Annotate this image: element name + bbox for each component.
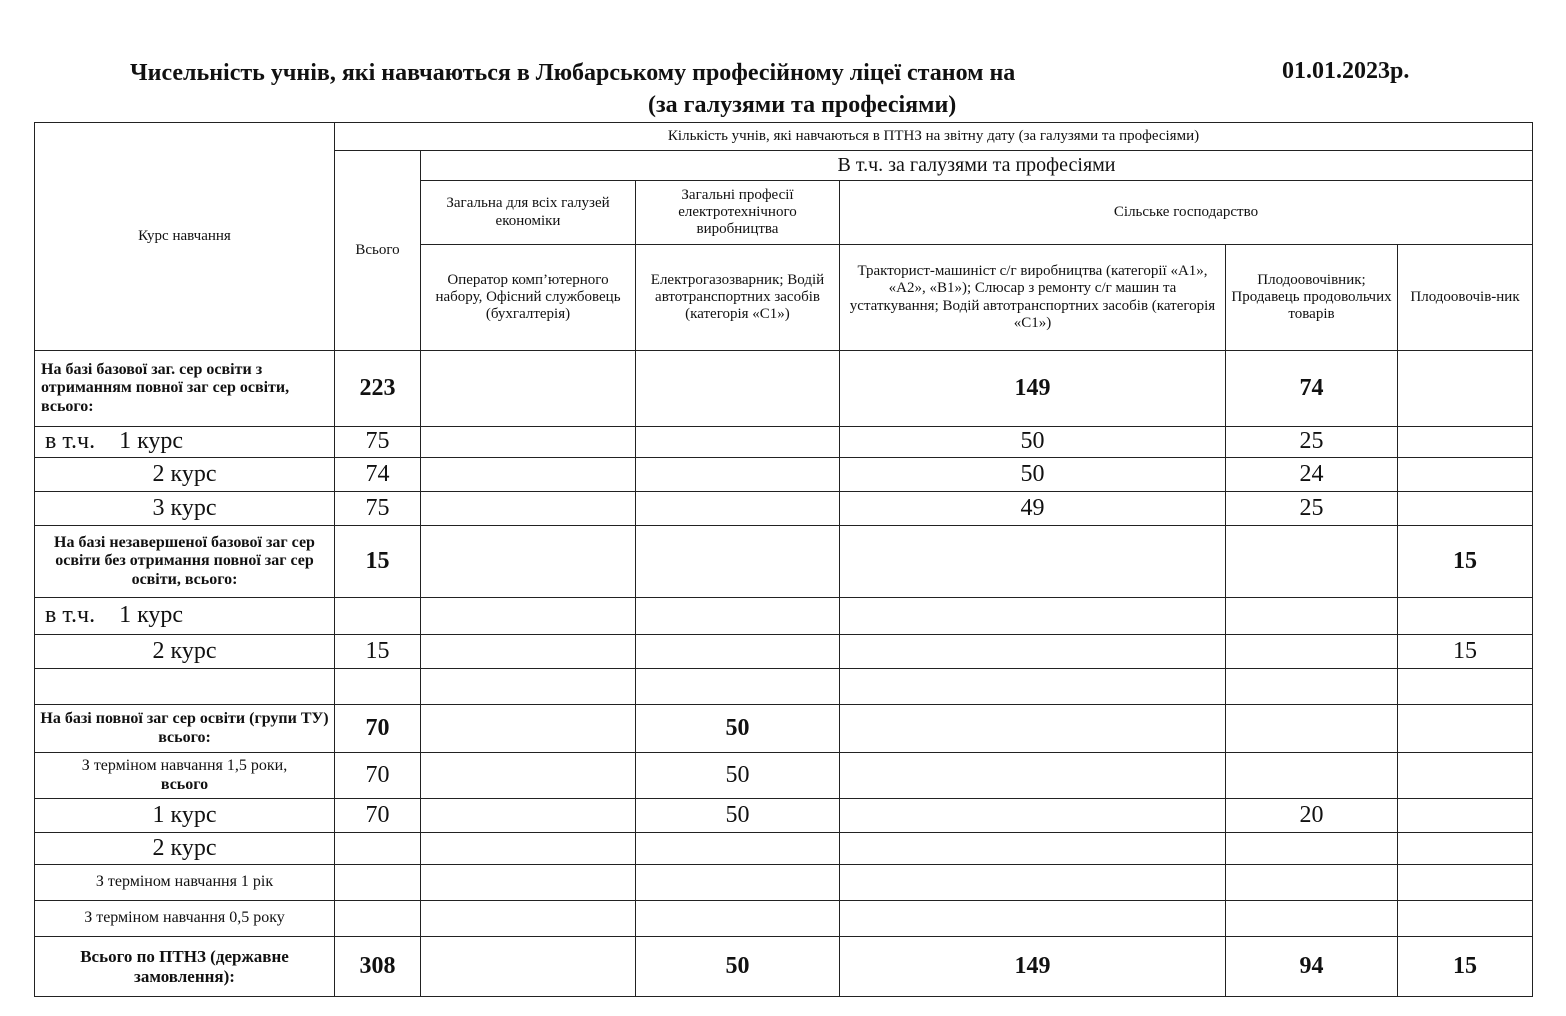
cell-operator: [421, 753, 636, 799]
cell-fruit-seller: 20: [1226, 799, 1398, 833]
header-prof-fruit-seller: Плодоовочівник; Продавець продовольчих товарів: [1226, 245, 1398, 351]
cell-tractor: 149: [840, 937, 1226, 997]
header-top-span: Кількість учнів, які навчаються в ПТНЗ на звітну дату (за галузями та професіями): [335, 123, 1533, 151]
document-title: [0, 56, 1566, 126]
cell-tractor: [840, 669, 1226, 705]
row-label: 2 курс: [35, 833, 335, 865]
cell-total: 223: [335, 351, 421, 427]
cell-welder: [636, 351, 840, 427]
cell-fruit: [1398, 458, 1533, 492]
table-row: [35, 669, 1533, 705]
cell-fruit: [1398, 492, 1533, 526]
table-row: [35, 458, 1533, 492]
students-table: [34, 122, 1533, 997]
cell-fruit: [1398, 833, 1533, 865]
cell-operator: [421, 901, 636, 937]
cell-total: 15: [335, 526, 421, 598]
header-prof-tractor: Тракторист-машиніст с/г виробництва (категорії «А1», «А2», «В1»); Слюсар з ремонту с/г машин та устаткування; Водій автотранспортних засобів (категорія «С1»): [840, 245, 1226, 351]
cell-total: [335, 865, 421, 901]
cell-fruit: [1398, 427, 1533, 458]
table-row: [35, 635, 1533, 669]
header-prof-operator: Оператор комп’ютерного набору, Офісний службовець (бухгалтерія): [421, 245, 636, 351]
header-prof-fruit: Плодоовочів-ник: [1398, 245, 1533, 351]
title-date: 01.01.2023р.: [1282, 58, 1410, 84]
row-label: На базі повної заг сер освіти (групи ТУ) всього:: [35, 705, 335, 753]
cell-total: 308: [335, 937, 421, 997]
cell-fruit-seller: [1226, 705, 1398, 753]
cell-tractor: [840, 705, 1226, 753]
cell-fruit: [1398, 865, 1533, 901]
table-row: [35, 937, 1533, 997]
header-sub-span: В т.ч. за галузями та професіями: [421, 151, 1533, 181]
cell-operator: [421, 635, 636, 669]
row-label: Всього по ПТНЗ (державне замовлення):: [35, 937, 335, 997]
cell-tractor: 50: [840, 427, 1226, 458]
cell-tractor: [840, 526, 1226, 598]
cell-total: 70: [335, 753, 421, 799]
table-row: [35, 427, 1533, 458]
cell-welder: [636, 833, 840, 865]
row-label: На базі незавершеної базової заг сер освіти без отримання повної заг сер освіти, всього:: [35, 526, 335, 598]
cell-fruit: 15: [1398, 937, 1533, 997]
row-label: [35, 669, 335, 705]
row-label-line-2: всього: [160, 775, 209, 793]
cell-fruit-seller: [1226, 669, 1398, 705]
cell-welder: [636, 865, 840, 901]
title-line-2: (за галузями та професіями): [648, 92, 957, 118]
cell-welder: 50: [636, 705, 840, 753]
cell-fruit: 15: [1398, 526, 1533, 598]
cell-fruit-seller: [1226, 865, 1398, 901]
cell-welder: [636, 635, 840, 669]
cell-fruit-seller: [1226, 833, 1398, 865]
cell-total: [335, 901, 421, 937]
row-label: в т.ч. 1 курс: [35, 427, 335, 458]
cell-operator: [421, 458, 636, 492]
table-row: [35, 351, 1533, 427]
row-label: 2 курс: [35, 458, 335, 492]
cell-operator: [421, 598, 636, 635]
cell-operator: [421, 427, 636, 458]
cell-tractor: [840, 865, 1226, 901]
cell-total: [335, 833, 421, 865]
row-label: 1 курс: [35, 799, 335, 833]
header-branch-general: Загальна для всіх галузей економіки: [421, 181, 636, 245]
table-row: [35, 901, 1533, 937]
header-branch-electro: Загальні професії електротехнічного виробництва: [636, 181, 840, 245]
table-row: [35, 833, 1533, 865]
cell-welder: [636, 427, 840, 458]
cell-total: 75: [335, 427, 421, 458]
cell-operator: [421, 833, 636, 865]
cell-fruit: 15: [1398, 635, 1533, 669]
cell-fruit-seller: 94: [1226, 937, 1398, 997]
cell-fruit-seller: 74: [1226, 351, 1398, 427]
cell-fruit: [1398, 799, 1533, 833]
cell-operator: [421, 865, 636, 901]
cell-tractor: [840, 598, 1226, 635]
row-label: 2 курс: [35, 635, 335, 669]
cell-tractor: [840, 901, 1226, 937]
cell-total: [335, 598, 421, 635]
cell-fruit: [1398, 598, 1533, 635]
cell-welder: [636, 526, 840, 598]
table-row: [35, 492, 1533, 526]
table-row: [35, 799, 1533, 833]
cell-total: 75: [335, 492, 421, 526]
cell-welder: [636, 492, 840, 526]
table-row: [35, 705, 1533, 753]
cell-tractor: [840, 799, 1226, 833]
table-row: [35, 753, 1533, 799]
cell-fruit-seller: 25: [1226, 492, 1398, 526]
title-line-1: Чисельність учнів, які навчаються в Любарському професійному ліцеї станом на: [130, 60, 1016, 86]
cell-operator: [421, 351, 636, 427]
row-label: На базі базової заг. сер освіти з отриманням повної заг сер освіти, всього:: [35, 351, 335, 427]
row-label-line-1: З терміном навчання 1,5 роки,: [81, 757, 288, 775]
cell-fruit: [1398, 669, 1533, 705]
cell-tractor: [840, 753, 1226, 799]
cell-fruit: [1398, 705, 1533, 753]
cell-fruit-seller: [1226, 526, 1398, 598]
cell-total: 15: [335, 635, 421, 669]
cell-fruit-seller: [1226, 635, 1398, 669]
cell-operator: [421, 669, 636, 705]
cell-fruit-seller: 25: [1226, 427, 1398, 458]
cell-fruit: [1398, 753, 1533, 799]
cell-total: 74: [335, 458, 421, 492]
cell-operator: [421, 937, 636, 997]
cell-welder: [636, 598, 840, 635]
table-row: [35, 526, 1533, 598]
cell-welder: [636, 458, 840, 492]
cell-total: 70: [335, 799, 421, 833]
row-label: 3 курс: [35, 492, 335, 526]
cell-tractor: 149: [840, 351, 1226, 427]
header-total: Всього: [335, 151, 421, 351]
cell-welder: 50: [636, 753, 840, 799]
header-branch-agri: Сільське господарство: [840, 181, 1533, 245]
header-prof-welder: Електрогазозварник; Водій автотранспортних засобів (категорія «С1»): [636, 245, 840, 351]
cell-fruit-seller: [1226, 901, 1398, 937]
cell-total: 70: [335, 705, 421, 753]
cell-operator: [421, 526, 636, 598]
cell-welder: [636, 901, 840, 937]
row-label: в т.ч. 1 курс: [35, 598, 335, 635]
row-label: З терміном навчання 1 рік: [35, 865, 335, 901]
cell-welder: 50: [636, 799, 840, 833]
cell-tractor: [840, 833, 1226, 865]
cell-operator: [421, 492, 636, 526]
cell-welder: [636, 669, 840, 705]
cell-welder: 50: [636, 937, 840, 997]
row-label: З терміном навчання 0,5 року: [35, 901, 335, 937]
cell-fruit: [1398, 901, 1533, 937]
cell-fruit-seller: [1226, 598, 1398, 635]
cell-tractor: 49: [840, 492, 1226, 526]
cell-fruit-seller: [1226, 753, 1398, 799]
table-row: [35, 865, 1533, 901]
row-label: [35, 753, 335, 799]
header-course: Курс навчання: [35, 123, 335, 351]
cell-total: [335, 669, 421, 705]
cell-operator: [421, 799, 636, 833]
cell-operator: [421, 705, 636, 753]
table-row: [35, 598, 1533, 635]
cell-tractor: 50: [840, 458, 1226, 492]
cell-fruit-seller: 24: [1226, 458, 1398, 492]
cell-fruit: [1398, 351, 1533, 427]
cell-tractor: [840, 635, 1226, 669]
